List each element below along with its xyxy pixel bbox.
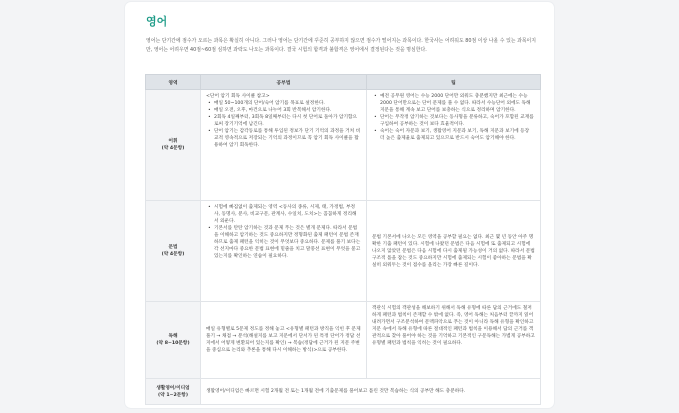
method-text: 매일 유형별로 5문제 정도를 정해 놓고 <유형별 패턴과 방직을 익힌 후 문제풀기 → 채점 → 분석(해설지를 보고 지문에서 단서가 된 특정 단어가 정답 선지에서 어떻게 변환되어 있는지를 확인) → 복습(정답에 근거가 된 지문 주변을 중심으로 논리와 추론을 통해 다시 이해하는 방식)>으로 공부한다.: [206, 327, 361, 353]
header-area: 영역: [146, 75, 201, 90]
method-cell: [201, 302, 367, 379]
area-cell: [146, 201, 201, 302]
area-cell: [146, 379, 201, 405]
method-text: 생활영어/이디엄은 빠르면 시험 2개월 전 또는 1개월 전에 기출문제를 풀어보고 틀린 것만 복습하는 식의 공부만 해도 충분하다.: [206, 389, 466, 394]
method-cell: [201, 379, 541, 405]
area-count: (약 8~10문항): [156, 341, 190, 346]
area-count: (약 1~2문항): [158, 392, 188, 398]
tip-cell: [367, 201, 541, 302]
list-item: • 단어 암기는 감각동로를 통해 투입된 정보가 단기 기억의 과정을 거쳐 비교적 영속적으로 저장되는 기억의 과정이므로 꼭 암기 회독 사이클을 활용하여 암기 회독한다.: [214, 128, 361, 149]
header-tip: 팁: [367, 75, 541, 90]
area-name: 독해: [168, 334, 178, 339]
list-item: • 매일 오전, 오후, 마건으로 나누어 3회 반복해서 암기한다.: [214, 107, 361, 114]
tip-cell: [367, 302, 541, 379]
area-cell: [146, 90, 201, 201]
list-item: • 시험에 빠짐없이 출제되는 영역 <동사의 종류, 시제, 태, 가정법, 부정사, 동명사, 분사, 비교구문, 관계사, 수일치, 도치>는 꼼꼼하게 정리해서 외운다.: [214, 204, 361, 225]
area-name: 문법: [168, 245, 178, 250]
tip-text: 문법 기본서에 나오는 모든 영역을 공부할 필요는 없다. 최근 몇 년 동안 아주 명확한 기출 패턴이 있다. 시험에 나왔던 문법은 다음 시험에 또 출제되고 시험에 나오지 않았던 문법은 다음 시험에 다시 출제될 가능성이 거의 없다. 따라서 문법구조적 틀을 잡는 것도 중요하지만 시험에 출제되는 시험이 좋아하는 문법을 확실히 외워두는 것이 점수를 올리는 가장 빠른 길이다.: [372, 234, 535, 268]
section-title: 영어: [146, 15, 168, 28]
table-row: [146, 201, 541, 302]
list-item: • 매일 50~100개의 단어/숙어 암기를 목표로 설정한다.: [214, 100, 361, 107]
table-row: [146, 302, 541, 379]
area-cell: [146, 302, 201, 379]
list-item: • 예전 공무원 영어는 수능 2000 단어만 외워도 충분했지만 최근에는 수능 2000 단어만으로는 단어 문제를 풀 수 없다. 따라서 수능단어 외에도 독해지문을 통해 계속 보고 단어를 보충하는 식으로 정리하며 암기한다.: [380, 93, 535, 114]
area-count: (약 4문항): [161, 146, 185, 151]
study-table: [145, 74, 541, 405]
area-name: 어휘: [168, 139, 178, 144]
method-cell: [201, 90, 367, 201]
content-card: [125, 2, 554, 408]
header-method: 공부법: [201, 75, 367, 90]
list-item: • 기본서를 탄탄 암기하는 것과 문제 푸는 것은 별개 문제다. 따라서 문법을 이해하고 암기하는 것도 중요하지만 정형화된 출제 패턴이 문법 존재하므로 출제 패턴을 익히는 것이 무엇보다 중요하다. 문제를 풀기 보다는 각 선지마다 중요한 문법 표현에 밑줄을 치고 말풍선 표현이 무엇을 묻고 있는지를 확인하는 연습이 필요하다.: [214, 225, 361, 260]
list-item: • 단어는 무작정 암기하는 것보다는 동사형을 분류하고, 숙어가 포함된 교재를 구입하여 공부하는 것이 보다 효율적이다.: [380, 114, 535, 128]
method-cell: [201, 201, 367, 302]
area-count: (약 4문항): [161, 252, 185, 257]
table-row: [146, 379, 541, 405]
list-item: • 숙어는 숙어 자문과 보기, 생활영어 지문과 보기, 독해 지문과 보기에 등장 더 높은 출제율로 출제되고 있으므로 반드시 숙어도 암기해야 한다.: [380, 128, 535, 142]
tip-text: 객관식 시험의 객관성을 해보하기 위해서 독해 유형에 따른 답의 근거에도 철저하게 패턴과 법칙이 존재할 수 밖에 없다. 즉, 영어 독해는 처음부터 끝까지 읽어내려가면서 구조분석하여 문맥파악으로 푸는 것이 아니라 독해 유형을 확인하고 지문 속에서 독해 유형에 따른 절대적인 패턴과 법칙을 이용해서 답의 근거를 객관적으로 찾아 풀어야 하는 것을 기억하고 기본적인 구문독해는 가볍게 공부하고 유형별 패턴과 법칙을 익히는 것이 필요하다.: [372, 306, 535, 346]
list-item: • 2회독 4일째부터, 3회독 8일째부터는 다시 첫 단어로 돌아가 암기함으로써 장기기억에 남긴다.: [214, 114, 361, 128]
table-header-row: [146, 75, 541, 90]
intro-paragraph: 영어는 단기간에 점수가 오르는 과목은 확실히 아니다. 그러나 영어는 단기간에 꾸준히 공부하지 않으면 점수가 떨어지는 과목이다. 한국사는 어려워도 80점 이상 나올 수 있는 과목이지만, 영어는 어려우면 40점~60점 심하면 과락도 나오는 과목이다. 결국 시험의 합격과 불합격은 영어에서 결정된다는 것을 명심한다.: [146, 38, 536, 53]
table-row: [146, 90, 541, 201]
method-heading: <단어 암기 회독 사이클 참고>: [206, 94, 270, 99]
tip-cell: [367, 90, 541, 201]
area-name: 생활영어/이디엄: [156, 385, 190, 391]
